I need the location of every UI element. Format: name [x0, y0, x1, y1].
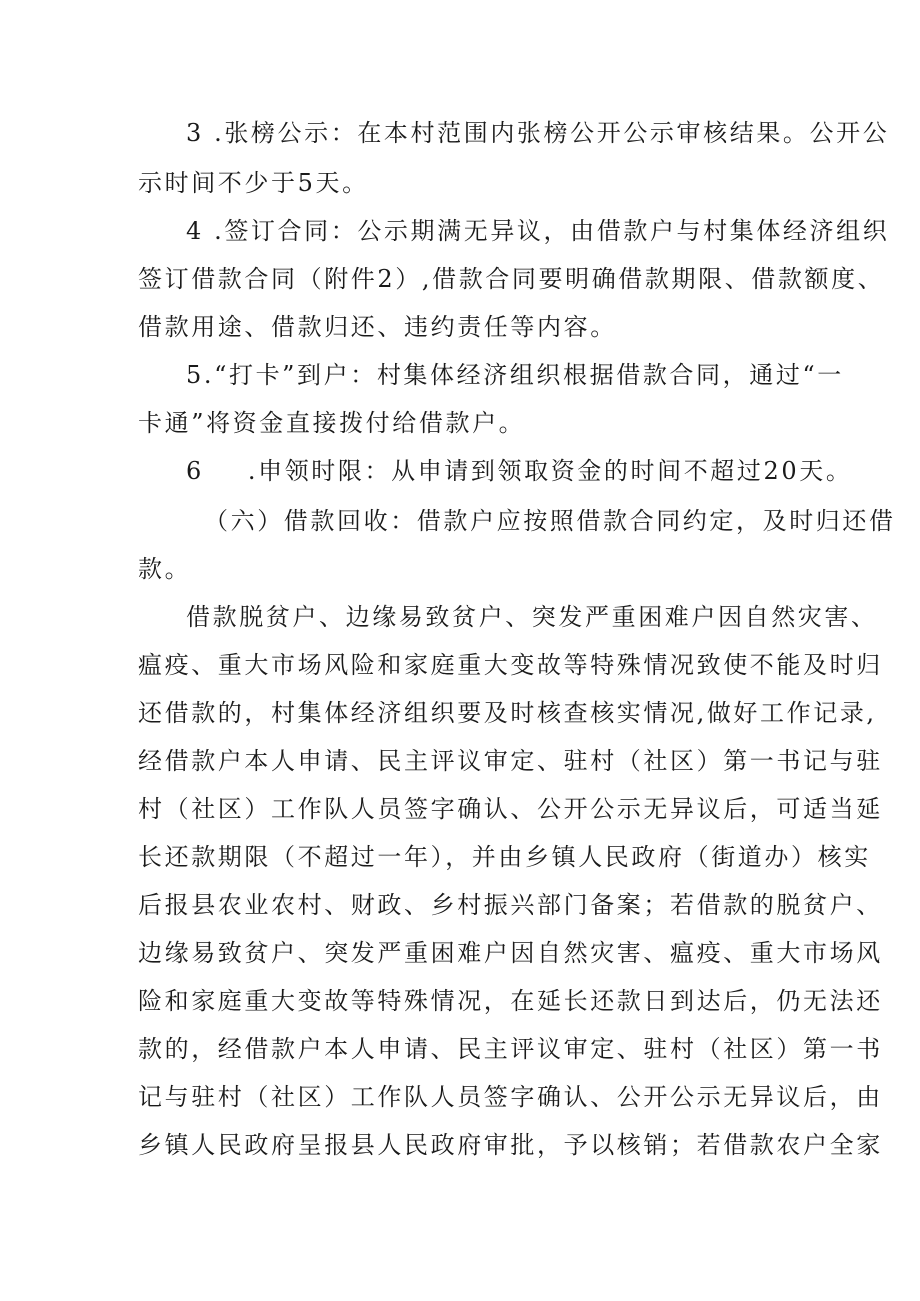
section-6-line-1: （六）借款回收：借款户应按照借款合同约定，及时归还借 — [204, 507, 896, 535]
paragraph-line-1: 借款脱贫户、边缘易致贫户、突发严重困难户因自然灾害、 — [186, 603, 878, 631]
item-4-line-3: 借款用途、借款归还、违约责任等内容。 — [138, 313, 617, 341]
item-5-line-1: 5.“打卡”到户：村集体经济组织根据借款合同，通过“一 — [186, 361, 844, 389]
paragraph-line-4: 经借款户本人申请、民主评议审定、驻村（社区）第一书记与驻 — [138, 747, 883, 775]
item-3-line-2: 示时间不少于5天。 — [138, 169, 369, 197]
paragraph-line-9: 险和家庭重大变故等特殊情况，在延长还款日到达后，仍无法还 — [138, 987, 883, 1015]
item-4-line-2: 签订借款合同（附件2）,借款合同要明确借款期限、借款额度、 — [138, 265, 885, 293]
paragraph-line-10: 款的，经借款户本人申请、民主评议审定、驻村（社区）第一书 — [138, 1035, 883, 1063]
paragraph-line-2: 瘟疫、重大市场风险和家庭重大变故等特殊情况致使不能及时归 — [138, 651, 883, 679]
paragraph-line-11: 记与驻村（社区）工作队人员签字确认、公开公示无异议后，由 — [138, 1083, 883, 1111]
paragraph-line-6: 长还款期限（不超过一年），并由乡镇人民政府（街道办）核实 — [138, 843, 871, 871]
paragraph-line-3: 还借款的，村集体经济组织要及时核查核实情况,做好工作记录, — [138, 699, 877, 727]
section-6-line-2: 款。 — [138, 555, 192, 583]
paragraph-line-8: 边缘易致贫户、突发严重困难户因自然灾害、瘟疫、重大市场风 — [138, 939, 883, 967]
paragraph-line-5: 村（社区）工作队人员签字确认、公开公示无异议后，可适当延 — [138, 795, 883, 823]
item-6-line — [186, 456, 853, 486]
item-3-line-1: 3 .张榜公示：在本村范围内张榜公开公示审核结果。公开公 — [186, 119, 890, 147]
paragraph-line-12: 乡镇人民政府呈报县人民政府审批，予以核销；若借款农户全家 — [138, 1131, 883, 1159]
item-6-number: 6 — [186, 457, 204, 485]
item-4-line-1: 4 .签订合同：公示期满无异议，由借款户与村集体经济组织 — [186, 217, 890, 245]
item-6-text: .申领时限：从申请到领取资金的时间不超过20天。 — [247, 457, 853, 485]
paragraph-line-7: 后报县农业农村、财政、乡村振兴部门备案；若借款的脱贫户、 — [138, 891, 883, 919]
item-5-line-2: 卡通”将资金直接拨付给借款户。 — [138, 409, 526, 437]
